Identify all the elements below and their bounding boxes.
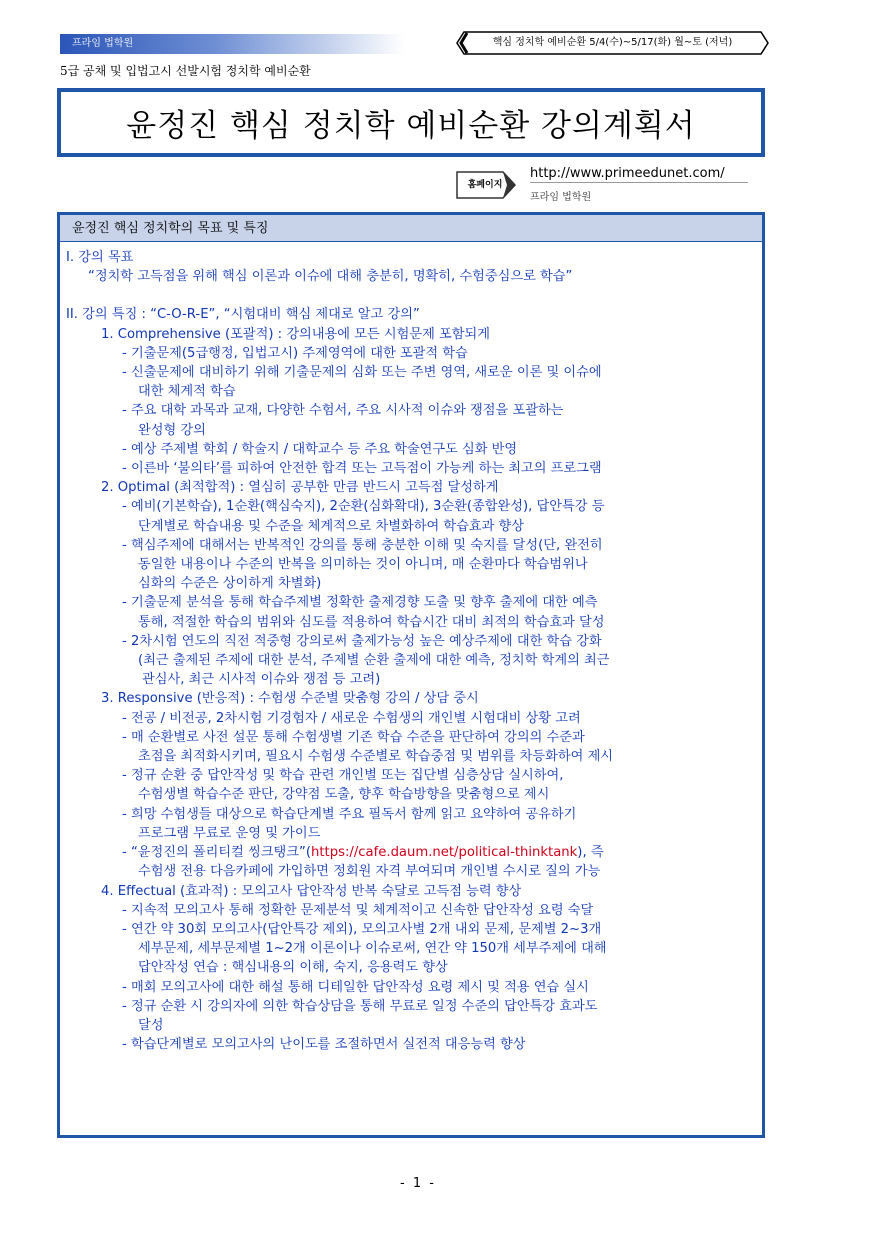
list-item: - 예상 주제별 학회 / 학술지 / 대학교수 등 주요 학술연구도 심화 반영 — [122, 441, 518, 457]
homepage-badge — [455, 170, 517, 200]
list-item-cont: 세부문제, 세부문제별 1~2개 이론이나 이슈로써, 연간 약 150개 세부주제에 대해 — [138, 941, 607, 957]
list-item-cont: 대한 체계적 학습 — [138, 384, 236, 400]
list-item: - 매회 모의고사에 대한 해설 통해 디테일한 답안작성 요령 제시 및 적용 연습 실시 — [122, 979, 589, 995]
list-item: - 전공 / 비전공, 2차시험 기경험자 / 새로운 수험생의 개인별 시험대비 상황 고려 — [122, 710, 581, 726]
features-heading: II. 강의 특징 : “C-O-R-E”, “시험대비 핵심 제대로 알고 강의” — [66, 307, 420, 323]
schedule-tag — [455, 30, 770, 56]
cafe-text-post: ), 즉 — [577, 845, 604, 861]
optimal-heading: 2. Optimal (최적합적) : 열심히 공부한 만큼 반드시 고득점 달성하게 — [101, 480, 499, 496]
list-item: - 기출문제 분석을 통해 학습주제별 정확한 출제경향 도출 및 향후 출제에 대한 예측 — [122, 595, 598, 611]
list-item: - 희망 수험생들 대상으로 학습단계별 주요 필독서 함께 읽고 요약하여 공유하기 — [122, 806, 577, 822]
list-item-cont: 달성 — [138, 1017, 164, 1033]
page-number: - 1 - — [400, 1176, 436, 1191]
list-item-cont: 답안작성 연습 : 핵심내용의 이해, 숙지, 응용력도 향상 — [138, 960, 448, 976]
responsive-heading: 3. Responsive (반응적) : 수험생 수준별 맞춤형 강의 / 상담 중시 — [101, 691, 479, 707]
content-body — [60, 242, 762, 1054]
list-item: - 매 순환별로 사전 설문 통해 수험생별 기존 학습 수준을 판단하여 강의의 수준과 — [122, 729, 585, 745]
list-item: - 이른바 ‘불의타’를 피하여 안전한 합격 또는 고득점이 가능케 하는 최고의 프로그램 — [122, 461, 602, 477]
title-box — [57, 88, 765, 157]
list-item-cont: 완성형 강의 — [138, 422, 206, 438]
schedule-text: 핵심 정치학 예비순환 5/4(수)~5/17(화) 월~토 (저녁) — [492, 37, 733, 48]
list-item: - 정규 순환 시 강의자에 의한 학습상담을 통해 무료로 일정 수준의 답안특강 효과도 — [122, 998, 598, 1014]
content-box — [57, 212, 765, 1138]
subtitle: 5급 공채 및 입법고시 선발시험 정치학 예비순환 — [60, 64, 311, 78]
cafe-text-pre: - “윤정진의 폴리티컬 씽크탱크”( — [122, 845, 312, 861]
list-item: - 정규 순환 중 답안작성 및 학습 관련 개인별 또는 집단별 심층상담 실시하여, — [122, 768, 564, 784]
list-item: - 연간 약 30회 모의고사(답안특강 제외), 모의고사별 2개 내외 문제, 문제별 2~3개 — [122, 921, 602, 937]
list-item-cont: 단계별로 학습내용 및 수준을 체계적으로 차별화하여 학습효과 향상 — [138, 518, 525, 534]
homepage-name: 프라임 법학원 — [530, 192, 592, 203]
brand-bar — [60, 34, 405, 54]
list-item: - 주요 대학 과목과 교재, 다양한 수험서, 주요 시사적 이슈와 쟁점을 포괄하는 — [122, 403, 564, 419]
list-item-cont: 수험생 전용 다음카페에 가입하면 정회원 자격 부여되며 개인별 수시로 질의 가능 — [138, 864, 601, 880]
homepage-label: 홈페이지 — [467, 180, 503, 190]
list-item: - 기출문제(5급행정, 입법고시) 주제영역에 대한 포괄적 학습 — [122, 345, 468, 361]
list-item-cont: 수험생별 학습수준 판단, 강약점 도출, 향후 학습방향을 맞춤형으로 제시 — [138, 787, 550, 803]
list-item: - 2차시험 연도의 직전 적중형 강의로써 출제가능성 높은 예상주제에 대한 학습 강화 — [122, 633, 602, 649]
list-item: - 핵심주제에 대해서는 반복적인 강의를 통해 충분한 이해 및 숙지를 달성(단, 완전히 — [122, 537, 603, 553]
list-item-cont: 프로그램 무료로 운영 및 가이드 — [138, 825, 321, 841]
list-item-cont: (최근 출제된 주제에 대한 분석, 주제별 순환 출제에 대한 예측, 정치학 학계의 최근 — [138, 653, 610, 669]
list-item: - 학습단계별로 모의고사의 난이도를 조절하면서 실전적 대응능력 향상 — [122, 1037, 526, 1053]
goal-text: “정치학 고득점을 위해 핵심 이론과 이슈에 대해 충분히, 명확히, 수험중심으로 학습” — [88, 269, 573, 285]
brand-label: 프라임 법학원 — [72, 38, 134, 49]
page-title: 윤정진 핵심 정치학 예비순환 강의계획서 — [126, 108, 696, 144]
comprehensive-heading: 1. Comprehensive (포괄적) : 강의내용에 모든 시험문제 포함되게 — [101, 326, 490, 342]
list-item-cont: 동일한 내용이나 수준의 반복을 의미하는 것이 아니며, 매 순환마다 학습범위나 — [138, 557, 588, 573]
section-heading: 윤정진 핵심 정치학의 목표 및 특징 — [60, 215, 762, 242]
list-item-cont: 통해, 적절한 학습의 범위와 심도를 적용하여 학습시간 대비 최적의 학습효과 달성 — [138, 614, 605, 630]
effectual-heading: 4. Effectual (효과적) : 모의고사 답안작성 반복 숙달로 고득점 능력 향상 — [101, 883, 522, 899]
list-item-cont: 관심사, 최근 시사적 이슈와 쟁점 등 고려) — [142, 672, 381, 688]
cafe-link[interactable]: https://cafe.daum.net/political-thinktank — [311, 845, 578, 861]
goal-heading: I. 강의 목표 — [66, 250, 134, 265]
list-item: - 지속적 모의고사 통해 정확한 문제분석 및 체계적이고 신속한 답안작성 요령 숙달 — [122, 902, 594, 918]
homepage-url[interactable]: http://www.primeedunet.com/ — [530, 166, 748, 183]
list-item: - 예비(기본학습), 1순환(핵심숙지), 2순환(심화확대), 3순환(종합완성), 답안특강 등 — [122, 499, 605, 515]
list-item — [66, 843, 756, 862]
list-item: - 신출문제에 대비하기 위해 기출문제의 심화 또는 주변 영역, 새로운 이론 및 이슈에 — [122, 365, 602, 381]
list-item-cont: 초점을 최적화시키며, 필요시 수험생 수준별로 학습중점 및 범위를 차등화하여 제시 — [138, 749, 614, 765]
list-item-cont: 심화의 수준은 상이하게 차별화) — [138, 576, 322, 592]
